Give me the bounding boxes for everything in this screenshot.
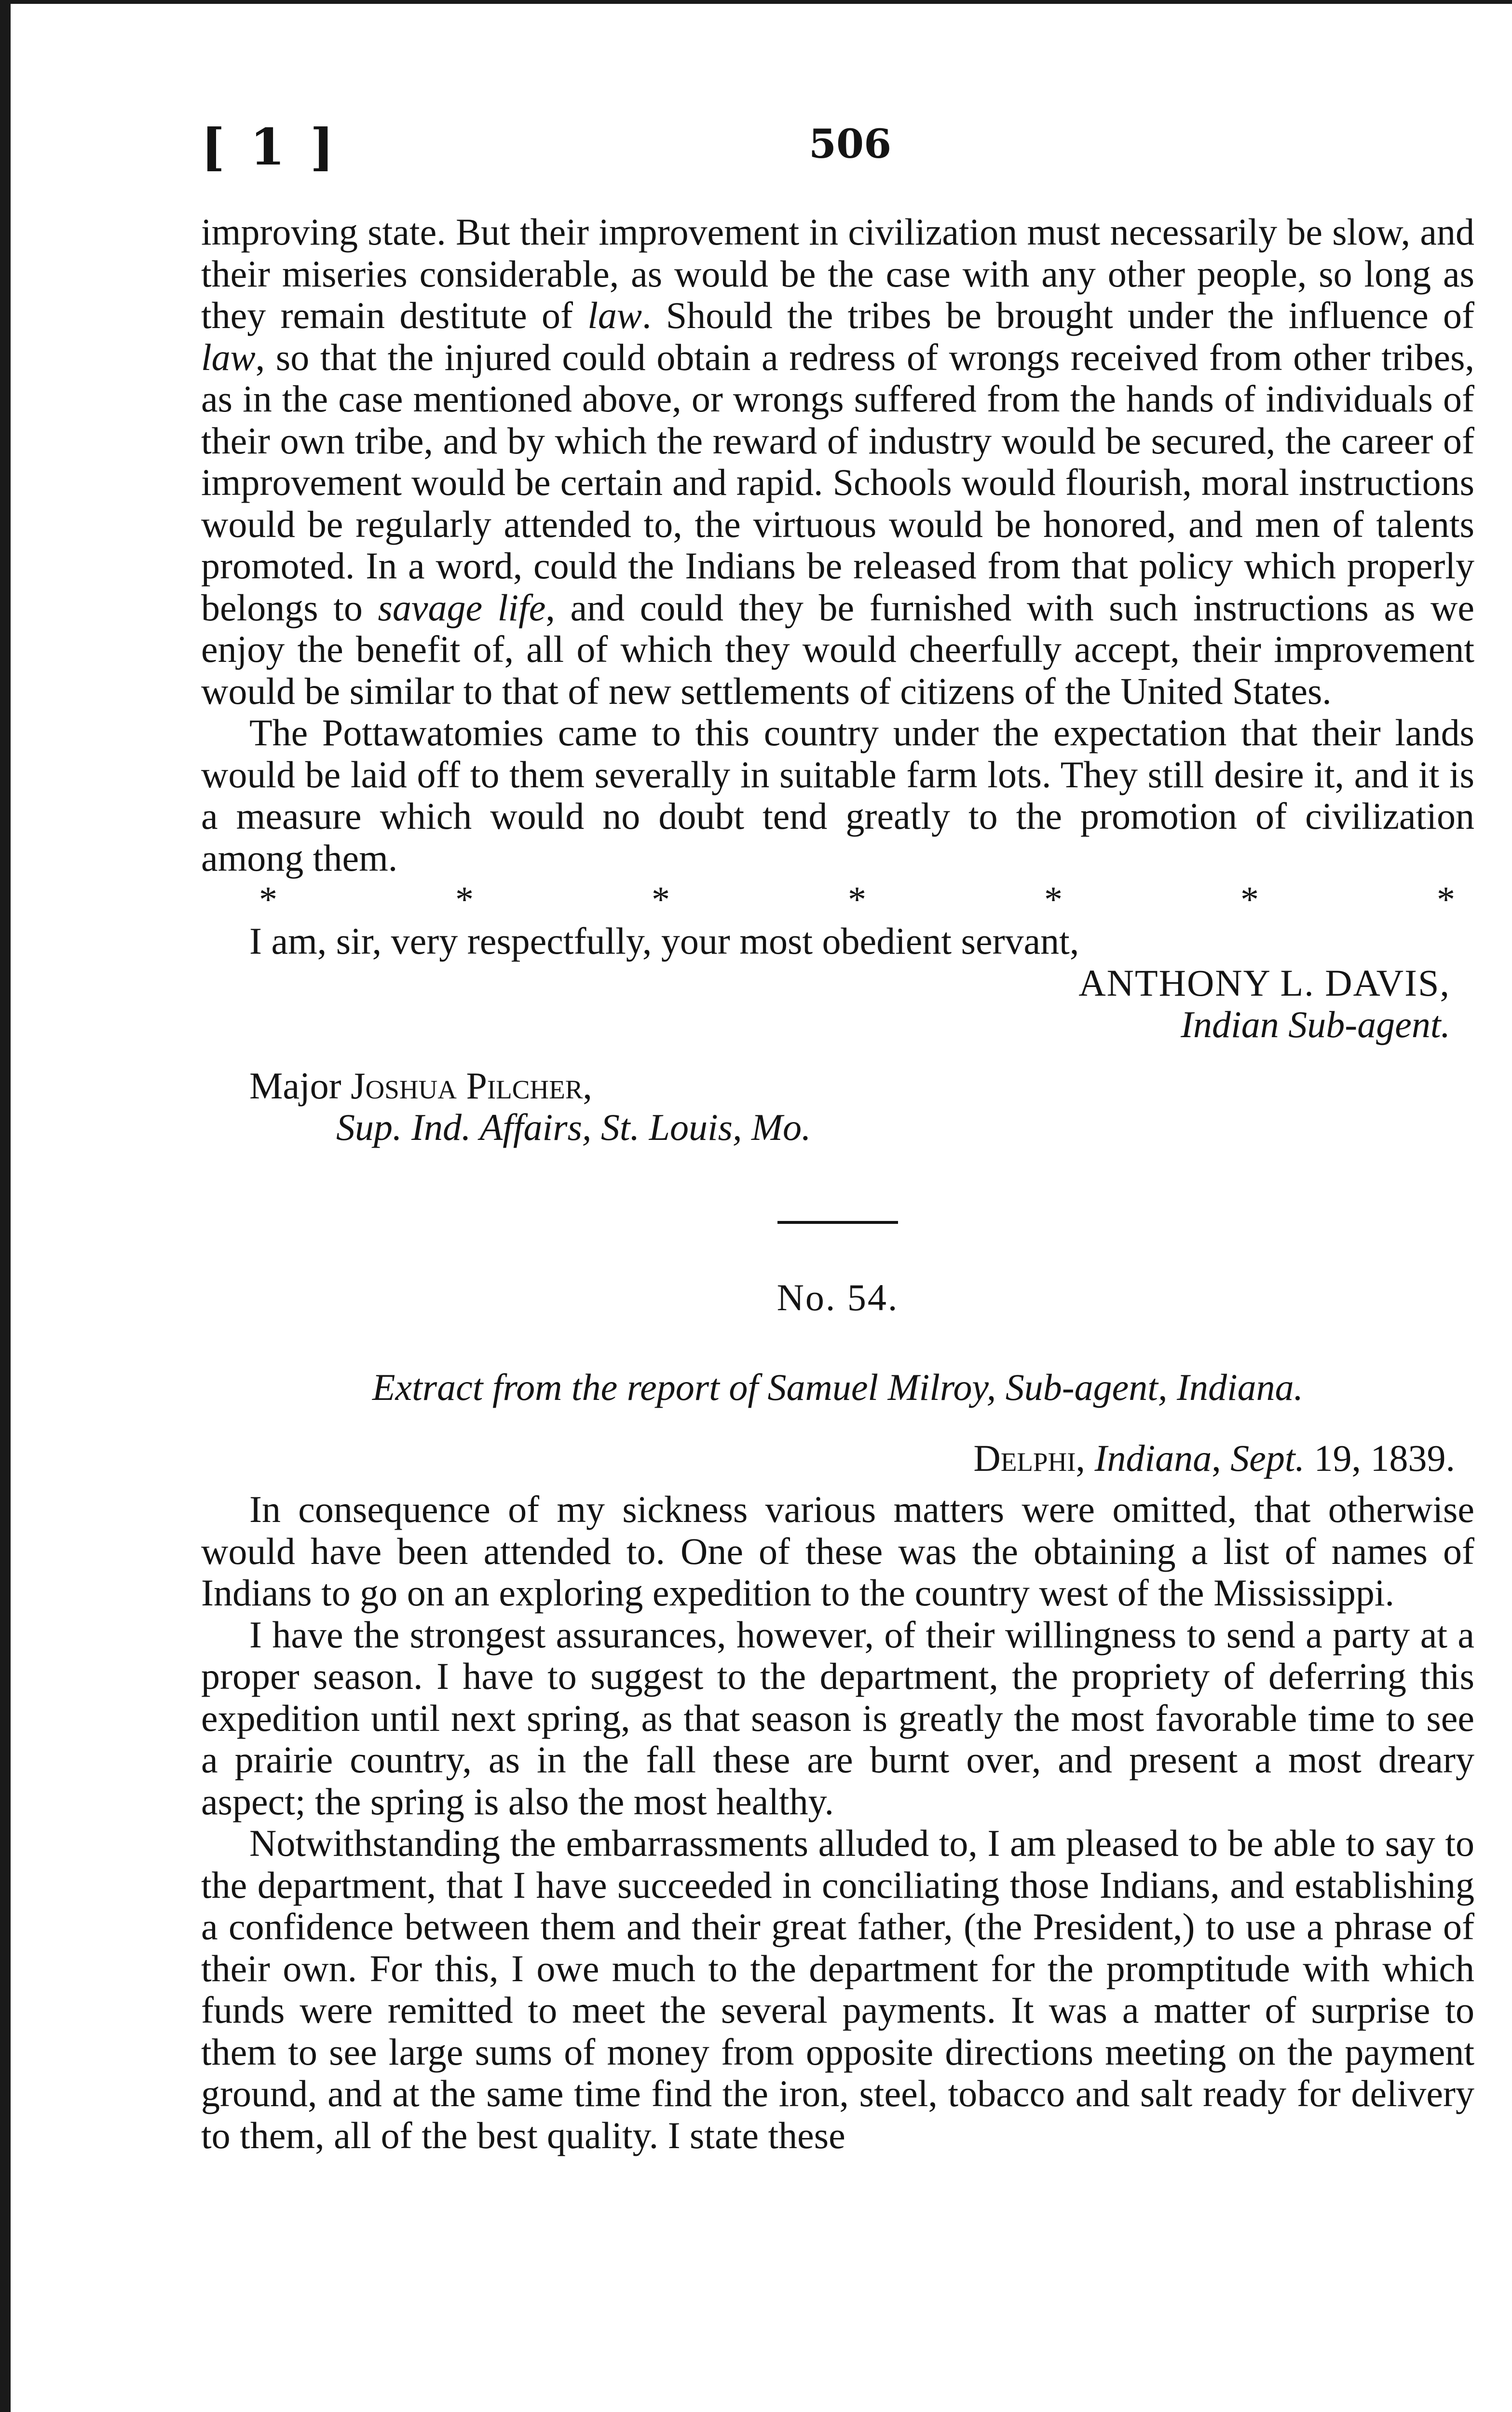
asterisk: * — [1044, 879, 1062, 920]
letter-paragraph: The Pottawatomies came to this country under the expectation that their lands would be laid off to them severally in suitable farm lots. They still desire it, and it is a measure which would no doubt tend greatly to the promotion of civilization among them. — [201, 712, 1474, 879]
page-body — [201, 211, 1474, 2156]
letter-paragraph — [201, 211, 1474, 712]
italic-term: savage life — [378, 586, 546, 629]
addressee-name: Joshua Pilcher, — [351, 1064, 592, 1107]
signature-title: Indian Sub-agent. — [1181, 1003, 1450, 1045]
dateline-sep: , — [1076, 1437, 1095, 1479]
text-run: , and could they be furnished with such instructions as we enjoy the benefit of, all of which they would cheerfully accept, their improvement would be similar to that of new settlements of citizens of the United States. — [201, 586, 1474, 712]
report-dateline — [201, 1438, 1474, 1480]
asterisk: * — [1437, 879, 1455, 920]
page-number: 506 — [809, 121, 892, 167]
addressee-role: Sup. Ind. Affairs, St. Louis, Mo. — [336, 1106, 811, 1148]
italic-term: law — [201, 336, 256, 378]
text-run: . Should the tribes be brought under the influence of — [641, 294, 1475, 336]
dateline-place: Delphi — [973, 1437, 1076, 1479]
report-paragraph: I have the strongest assurances, however, of their willingness to send a party at a proper season. I have to suggest to the department, the propriety of deferring this expedition until next spring, as that season is greatly the most favorable time to see a prairie country, as in the fall these are burnt over, and present a most dreary aspect; the spring is also the most healthy. — [201, 1613, 1474, 1823]
asterisk: * — [259, 879, 277, 920]
asterisk: * — [652, 879, 670, 920]
report-paragraph: In consequence of my sickness various matters were omitted, that otherwise would have been attended to. One of these was the obtaining a list of names of Indians to go on an exploring expedition to the country west of the Mississippi. — [201, 1488, 1474, 1614]
asterisk: * — [848, 879, 866, 920]
page-header — [201, 117, 1474, 194]
italic-term: law — [587, 294, 642, 336]
addressee-prefix: Major — [249, 1064, 351, 1107]
section-rule — [777, 1221, 898, 1224]
letter-closing: I am, sir, very respectfully, your most obedient servant, — [249, 920, 1079, 962]
asterisk-divider — [201, 879, 1474, 920]
text-run: , so that the injured could obtain a redress of wrongs received from other tribes, as in the case mentioned above, or wrongs suffered from the hands of individuals of their own tribe, and by which the reward of industry would be secured, the career of improvement would be certain and rapid. Schools would flourish, moral instructions would be regularly attended to, the virtuous would be honored, and men of talents promoted. In a word, could the Indians be released from that policy which properly belongs to — [201, 336, 1474, 629]
signature-name: ANTHONY L. DAVIS, — [1078, 961, 1450, 1004]
addressee — [201, 1065, 1474, 1107]
report-subtitle: Extract from the report of Samuel Milroy, Sub-agent, Indiana. — [372, 1366, 1304, 1408]
dateline-state: Indiana — [1094, 1437, 1212, 1479]
dateline-date: 19, 1839. — [1305, 1437, 1455, 1479]
report-heading: No. 54. — [776, 1276, 899, 1318]
report-paragraph: Notwithstanding the embarrassments alluded to, I am pleased to be able to say to the department, that I have succeeded in conciliating those Indians, and establishing a confidence between them and their great father, (the President,) to use a phrase of their own. For this, I owe much to the department for the promptitude with which funds were remitted to meet the several payments. It was a matter of surprise to them to see large sums of money from opposite directions meeting on the payment ground, and at the same time find the iron, steel, tobacco and salt ready for delivery to them, all of the best quality. I state these — [201, 1822, 1474, 2156]
dateline-sep: , — [1212, 1437, 1231, 1479]
text-run: improving state. But their improvement in civilization must necessarily be slow, and their miseries considerable, as would be the case with any other people, so long as they remain destitute of — [201, 211, 1474, 336]
dateline-month: Sept. — [1230, 1437, 1305, 1479]
asterisk: * — [455, 879, 474, 920]
asterisk: * — [1240, 879, 1259, 920]
document-number: [ 1 ] — [201, 117, 338, 177]
